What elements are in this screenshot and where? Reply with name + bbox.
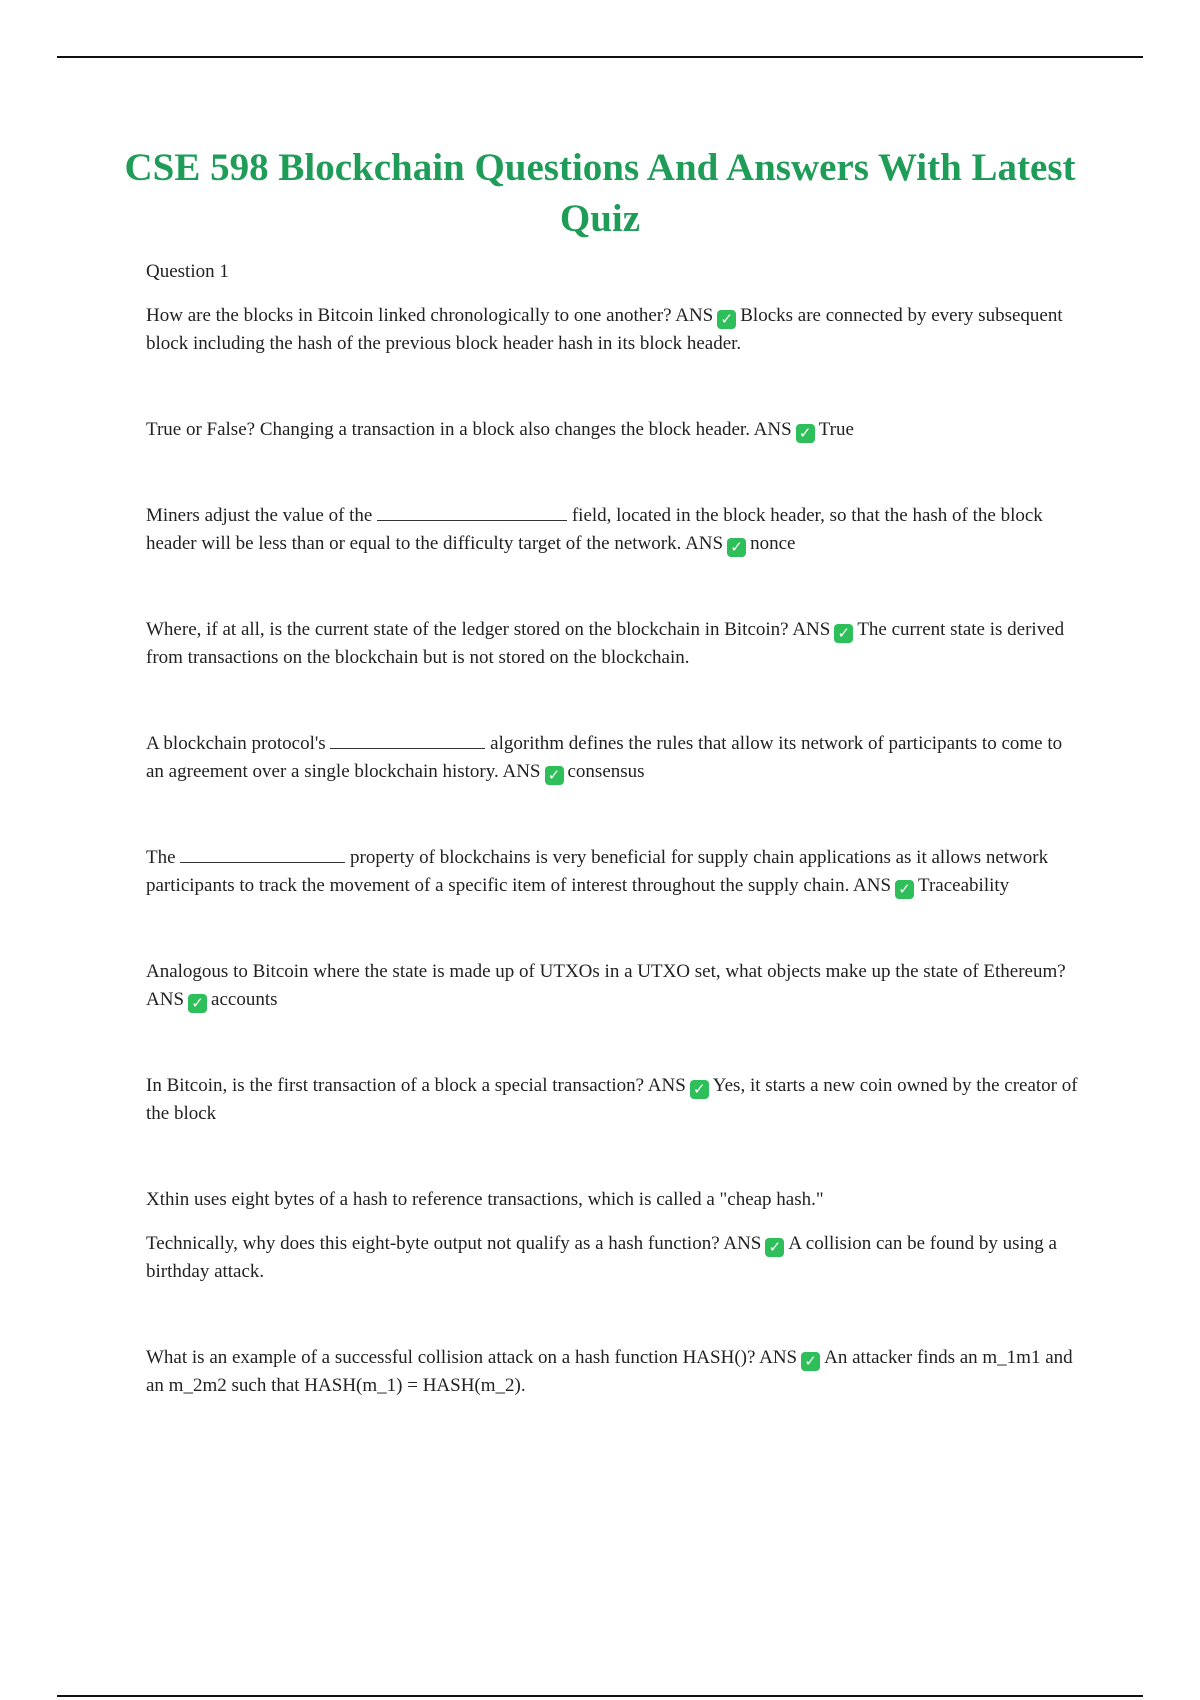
answer-text: consensus bbox=[567, 761, 645, 782]
qa-item bbox=[146, 1230, 1084, 1286]
qa-item bbox=[146, 616, 1084, 672]
question-text: Analogous to Bitcoin where the state is made up of UTXOs in a UTXO set, what objects make up the state of Ethereum? bbox=[146, 961, 1066, 982]
qa-content bbox=[146, 258, 1084, 1400]
qa-item bbox=[146, 1344, 1084, 1400]
answer-text: An attacker finds an m_1m1 and an m_2m2 such that HASH(m_1) = HASH(m_2). bbox=[146, 1347, 1073, 1396]
qa-item bbox=[146, 302, 1084, 358]
ans-marker: ANS bbox=[723, 1233, 762, 1254]
check-box-icon: ✓ bbox=[717, 310, 736, 329]
answer-text: True bbox=[818, 419, 854, 440]
check-box-icon: ✓ bbox=[801, 1352, 820, 1371]
answer-text: A collision can be found by using a birthday attack. bbox=[146, 1233, 1057, 1282]
answer-text: Blocks are connected by every subsequent block including the hash of the previous block header hash in its block header. bbox=[146, 305, 1063, 354]
question-text-before-blank: A blockchain protocol's bbox=[146, 733, 326, 754]
check-box-icon: ✓ bbox=[796, 424, 815, 443]
question-text: Where, if at all, is the current state of the ledger stored on the blockchain in Bitcoin? bbox=[146, 619, 789, 640]
qa-item bbox=[146, 502, 1084, 558]
answer-text: The current state is derived from transactions on the blockchain but is not stored on the blockchain. bbox=[146, 619, 1065, 668]
check-box-icon: ✓ bbox=[895, 880, 914, 899]
check-box-icon: ✓ bbox=[690, 1080, 709, 1099]
check-box-icon: ✓ bbox=[765, 1238, 784, 1257]
fill-in-blank bbox=[330, 730, 485, 749]
ans-marker: ANS bbox=[792, 619, 831, 640]
question-text-after-blank: algorithm defines the rules that allow its network of participants to come to an agreement over a single blockchain history. bbox=[146, 733, 1063, 782]
question-text: Technically, why does this eight-byte output not qualify as a hash function? bbox=[146, 1233, 720, 1254]
answer-text: nonce bbox=[750, 533, 796, 554]
ans-marker: ANS bbox=[759, 1347, 798, 1368]
question-text-before-blank: Miners adjust the value of the bbox=[146, 505, 373, 526]
bottom-rule bbox=[57, 1695, 1143, 1697]
top-rule bbox=[57, 56, 1143, 58]
qa-item bbox=[146, 416, 1084, 444]
ans-marker: ANS bbox=[685, 533, 724, 554]
ans-marker: ANS bbox=[853, 875, 892, 896]
check-box-icon: ✓ bbox=[727, 538, 746, 557]
question-text: What is an example of a successful collision attack on a hash function HASH()? bbox=[146, 1347, 756, 1368]
ans-marker: ANS bbox=[146, 989, 185, 1010]
answer-text: accounts bbox=[211, 989, 278, 1010]
answer-text: Traceability bbox=[918, 875, 1010, 896]
ans-marker: ANS bbox=[675, 305, 714, 326]
answer-text: Yes, it starts a new coin owned by the creator of the block bbox=[146, 1075, 1078, 1124]
question-text: In Bitcoin, is the first transaction of a block a special transaction? bbox=[146, 1075, 645, 1096]
question-text-after-blank: property of blockchains is very beneficial for supply chain applications as it allows network participants to track the movement of a specific item of interest throughout the supply chain. bbox=[146, 847, 1049, 896]
question-text: True or False? Changing a transaction in a block also changes the block header. bbox=[146, 419, 750, 440]
question-text-before-blank: The bbox=[146, 847, 176, 868]
document-title: CSE 598 Blockchain Questions And Answers With Latest Quiz bbox=[124, 146, 1076, 240]
fill-in-blank bbox=[180, 844, 345, 863]
question-text: How are the blocks in Bitcoin linked chronologically to one another? bbox=[146, 305, 672, 326]
qa-intro: Xthin uses eight bytes of a hash to reference transactions, which is called a "cheap hash." bbox=[146, 1189, 824, 1210]
check-box-icon: ✓ bbox=[834, 624, 853, 643]
qa-item bbox=[146, 958, 1084, 1014]
qa-item bbox=[146, 1072, 1084, 1128]
question-text-after-blank: field, located in the block header, so that the hash of the block header will be less than or equal to the difficulty target of the network. bbox=[146, 505, 1043, 554]
fill-in-blank bbox=[377, 502, 567, 521]
qa-item bbox=[146, 844, 1084, 900]
ans-marker: ANS bbox=[753, 419, 792, 440]
question-label: Question 1 bbox=[146, 261, 229, 282]
qa-item bbox=[146, 730, 1084, 786]
check-box-icon: ✓ bbox=[188, 994, 207, 1013]
ans-marker: ANS bbox=[502, 761, 541, 782]
ans-marker: ANS bbox=[647, 1075, 686, 1096]
check-box-icon: ✓ bbox=[545, 766, 564, 785]
